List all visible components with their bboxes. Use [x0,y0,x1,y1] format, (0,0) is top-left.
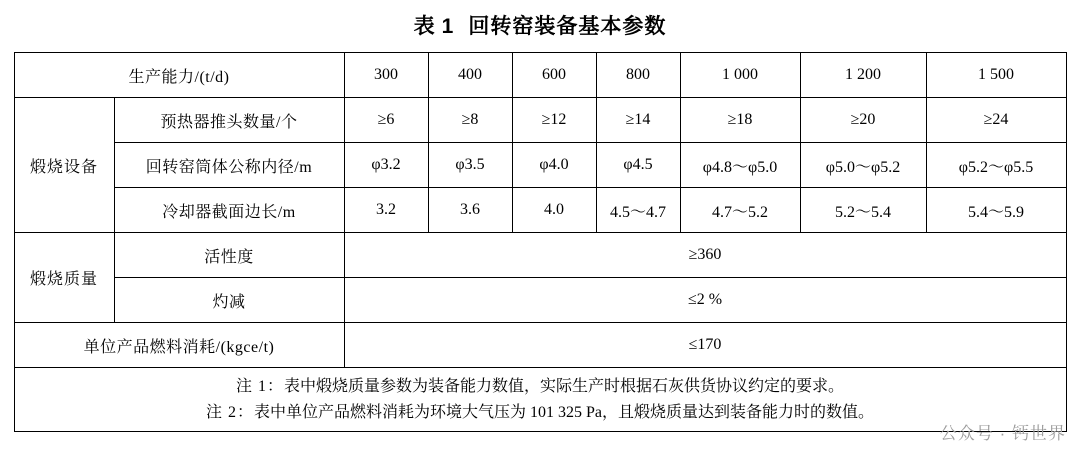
cell-preheater-400: ≥8 [428,98,512,143]
table-title-number: 1 [441,15,455,38]
cell-diameter-400: φ3.5 [428,143,512,188]
cell-preheater-1200: ≥20 [800,98,926,143]
table-notes [14,368,1066,432]
spec-table [14,52,1067,432]
cell-preheater-600: ≥12 [512,98,596,143]
cell-unit-fuel-consumption-value: ≤170 [344,323,1066,368]
note-item [17,400,1064,426]
header-capacity-1200: 1 200 [800,53,926,98]
cell-cooler-600: 4.0 [512,188,596,233]
table-row [14,98,1066,143]
table-row [14,323,1066,368]
header-capacity-800: 800 [596,53,680,98]
cell-diameter-600: φ4.0 [512,143,596,188]
cell-cooler-300: 3.2 [344,188,428,233]
cell-preheater-300: ≥6 [344,98,428,143]
cell-cooler-800: 4.5～4.7 [596,188,680,233]
note-2-text: 表中单位产品燃料消耗为环境大气压为 101 325 Pa，且煅烧质量达到装备能力时的数值。 [254,403,875,421]
row-label-kiln-inner-diameter: 回转窑筒体公称内径/m [114,143,344,188]
note-item [17,374,1064,400]
header-capacity-300: 300 [344,53,428,98]
table-row [14,143,1066,188]
note-1-tag: 注 1： [235,378,284,395]
table-row [14,188,1066,233]
table-row [14,233,1066,278]
cell-cooler-1200: 5.2～5.4 [800,188,926,233]
table-row [14,368,1066,432]
cell-preheater-1000: ≥18 [680,98,800,143]
row-label-loss-on-ignition: 灼减 [114,278,344,323]
watermark: 公众号 · 钙世界 [939,424,1066,443]
header-capacity-1500: 1 500 [926,53,1066,98]
cell-cooler-1500: 5.4～5.9 [926,188,1066,233]
header-capacity-400: 400 [428,53,512,98]
cell-preheater-1500: ≥24 [926,98,1066,143]
row-label-activity: 活性度 [114,233,344,278]
row-label-preheater-pushers: 预热器推头数量/个 [114,98,344,143]
table-title [0,0,1080,52]
table-row [14,278,1066,323]
cell-diameter-1200: φ5.0～φ5.2 [800,143,926,188]
group-label-calcination-equipment: 煅烧设备 [14,98,114,233]
header-capacity-label: 生产能力/(t/d) [14,53,344,98]
cell-diameter-1500: φ5.2～φ5.5 [926,143,1066,188]
cell-diameter-1000: φ4.8～φ5.0 [680,143,800,188]
table-row [14,53,1066,98]
cell-diameter-800: φ4.5 [596,143,680,188]
header-capacity-1000: 1 000 [680,53,800,98]
table-title-text: 回转窑装备基本参数 [468,15,667,38]
cell-cooler-1000: 4.7～5.2 [680,188,800,233]
header-capacity-600: 600 [512,53,596,98]
cell-cooler-400: 3.6 [428,188,512,233]
cell-loss-on-ignition-value: ≤2 % [344,278,1066,323]
note-2-tag: 注 2： [205,403,254,421]
cell-diameter-300: φ3.2 [344,143,428,188]
note-1-text: 表中煅烧质量参数为装备能力数值，实际生产时根据石灰供货协议约定的要求。 [284,378,845,395]
cell-preheater-800: ≥14 [596,98,680,143]
cell-activity-value: ≥360 [344,233,1066,278]
row-label-unit-fuel-consumption: 单位产品燃料消耗/(kgce/t) [14,323,344,368]
table-title-label: 表 [413,15,436,38]
group-label-calcination-quality: 煅烧质量 [14,233,114,323]
row-label-cooler-section-length: 冷却器截面边长/m [114,188,344,233]
